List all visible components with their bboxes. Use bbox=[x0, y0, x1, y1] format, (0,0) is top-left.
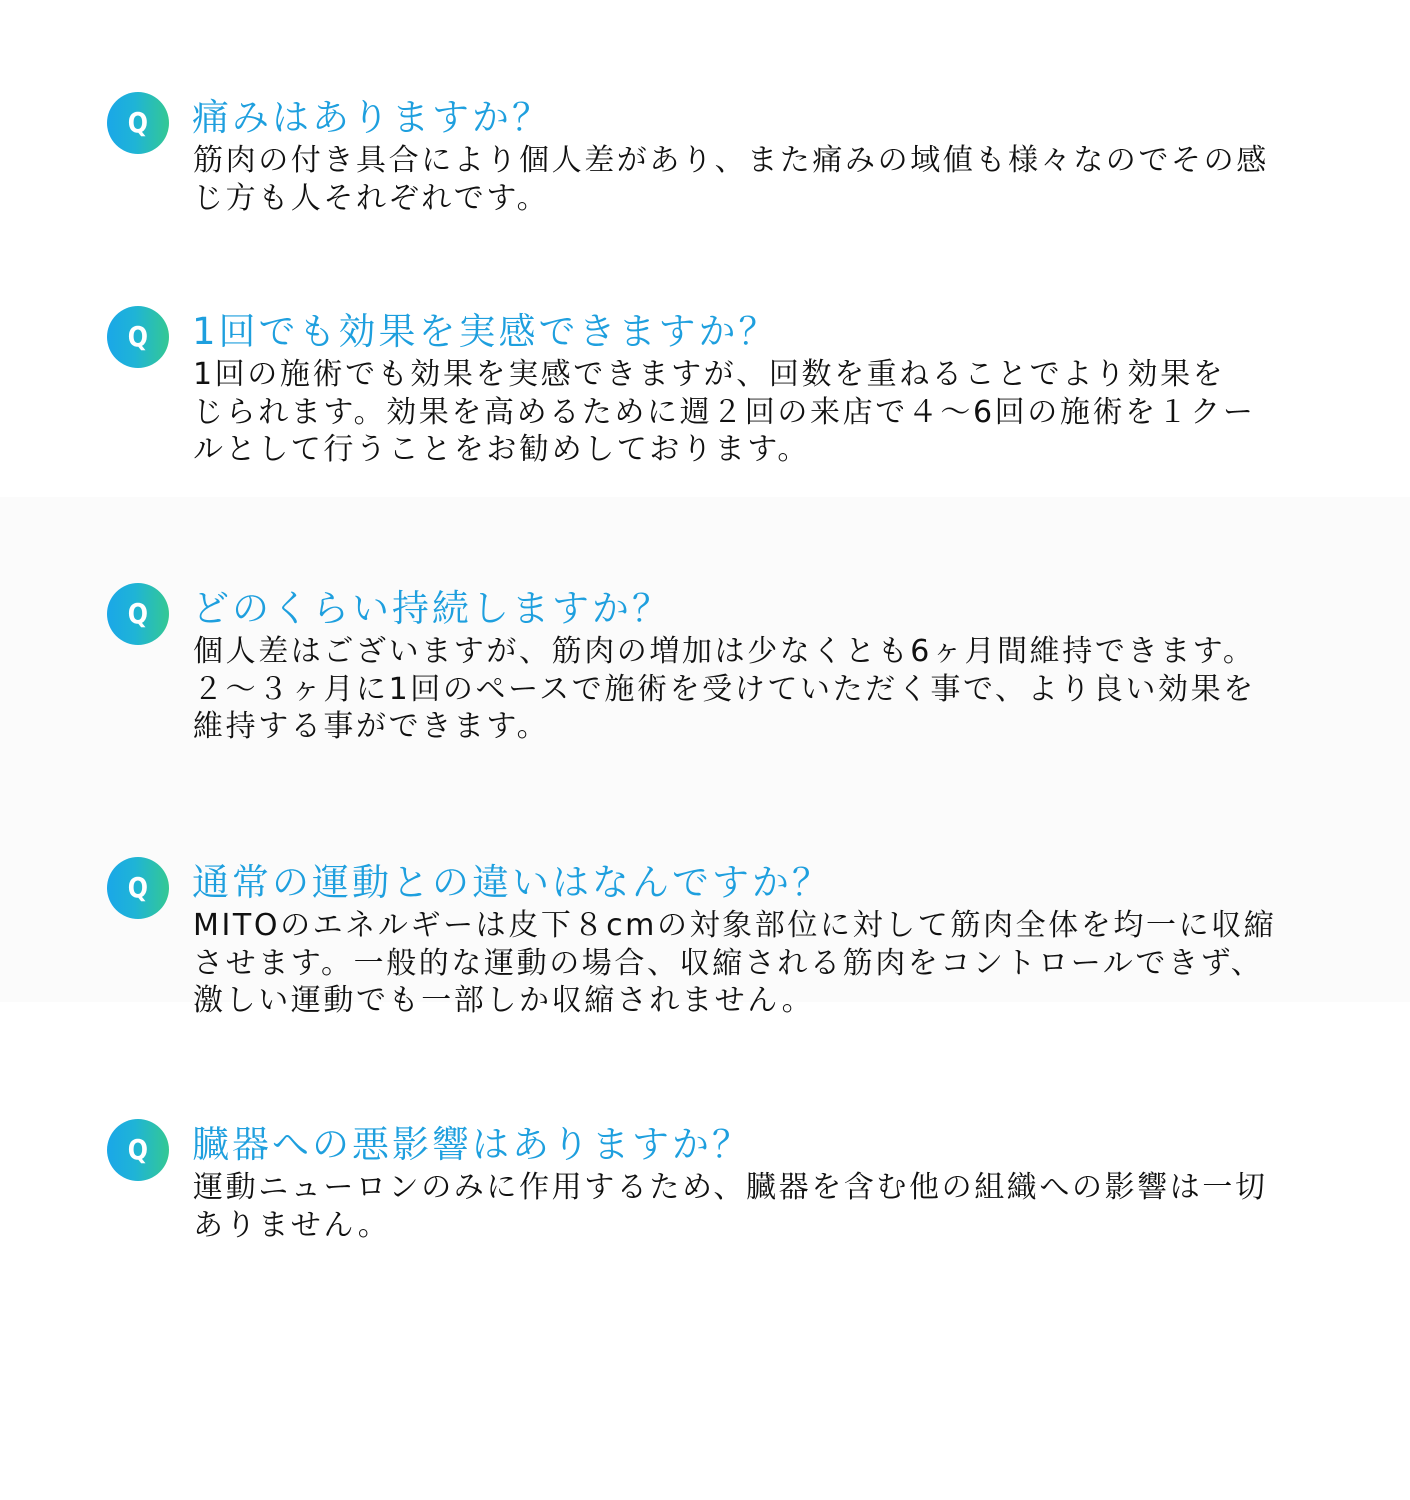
faq-answer: 個人差はございますが、筋肉の増加は少なくとも6ヶ月間維持できます。 ２～３ヶ月に1回のペースで施術を受けていただく事で、より良い効果を 維持する事ができます。 bbox=[193, 634, 1256, 744]
faq-question: 臓器への悪影響はありますか？ bbox=[192, 1123, 752, 1166]
q-badge-icon bbox=[107, 583, 169, 645]
q-badge-letter: Q bbox=[127, 1133, 149, 1166]
faq-question: 通常の運動との違いはなんですか？ bbox=[192, 861, 832, 904]
faq-question: 痛みはありますか？ bbox=[192, 96, 552, 139]
q-badge-letter: Q bbox=[127, 320, 149, 353]
faq-answer: 1回の施術でも効果を実感できますが、回数を重ねることでより効果を じられます。効果を高めるために週２回の来店で４～6回の施術を１クー ルとして行うことをお勧めしております。 bbox=[193, 357, 1256, 467]
faq-question: 1回でも効果を実感できますか？ bbox=[192, 310, 779, 353]
faq-answer: MITOのエネルギーは皮下８cmの対象部位に対して筋肉全体を均一に収縮 させます。一般的な運動の場合、収縮される筋肉をコントロールできず、 激しい運動でも一部しか収縮されません。 bbox=[193, 908, 1277, 1018]
q-badge-icon bbox=[107, 92, 169, 154]
q-badge-letter: Q bbox=[127, 871, 149, 904]
q-badge-letter: Q bbox=[127, 597, 149, 630]
q-badge-icon bbox=[107, 857, 169, 919]
q-badge-icon bbox=[107, 306, 169, 368]
q-badge-icon bbox=[107, 1119, 169, 1181]
faq-answer: 筋肉の付き具合により個人差があり、また痛みの域値も様々なのでその感 じ方も人それぞれです。 bbox=[193, 143, 1269, 216]
faq-question: どのくらい持続しますか？ bbox=[192, 587, 672, 630]
q-badge-letter: Q bbox=[127, 106, 149, 139]
faq-answer: 運動ニューロンのみに作用するため、臓器を含む他の組織への影響は一切 ありません。 bbox=[193, 1170, 1268, 1243]
